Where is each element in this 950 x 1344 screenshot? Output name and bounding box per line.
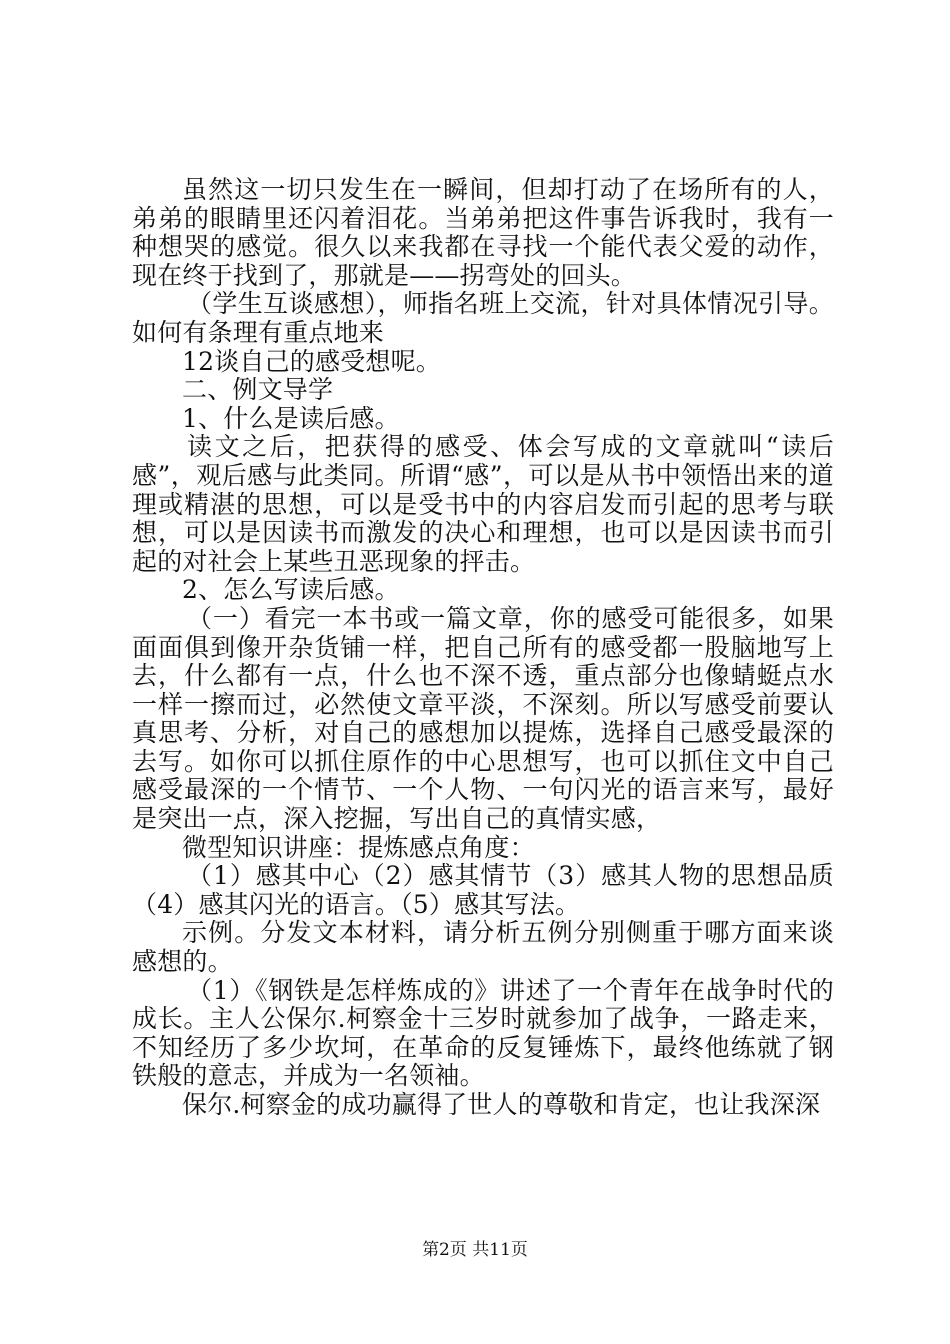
section-heading-example-guide: 二、例文导学 (182, 375, 334, 405)
paragraph-father-love: 虽然这一切只发生在一瞬间，但却打动了在场所有的人，弟弟的眼睛里还闪着泪花。当弟弟把这件事告诉我时，我有一种想哭的感觉。很久以来我都在寻找一个能代表父爱的动作，现在终于找到了，那就是——拐弯处的回头。 (132, 175, 834, 290)
subheading-how-to-write: 2、怎么写读后感。 (182, 575, 400, 605)
page-footer: 第2页 共11页 (422, 1240, 528, 1260)
paragraph-mini-lecture: 微型知识讲座：提炼感点角度： (182, 832, 535, 862)
document-body (132, 176, 834, 1120)
paragraph-reflection-definition: 读文之后，把获得的感受、体会写成的文章就叫“读后感”，观后感与此类同。所谓“感”，可以是从书中领悟出来的道理或精湛的思想，可以是受书中的内容启发而引起的思考与联想，可以是因读书而激发的决心和理想，也可以是因读书而引起的对社会上某些丑恶现象的抨击。 (132, 432, 834, 576)
paragraph-angle-list: （1）感其中心（2）感其情节（3）感其人物的思想品质（4）感其闪光的语言。（5）感其写法。 (132, 861, 834, 919)
paragraph-writing-method: （一）看完一本书或一篇文章，你的感受可能很多，如果面面俱到像开杂货铺一样，把自己所有的感受都一股脑地写上去，什么都有一点，什么也不深不透，重点部分也像蜻蜓点水一样一擦而过，必然使文章平淡，不深刻。所以写感受前要认真思考、分析，对自己的感想加以提炼，选择自己感受最深的去写。如你可以抓住原作的中心思想写，也可以抓住文中自己感受最深的一个情节、一个人物、一句闪光的语言来写，最好是突出一点，深入挖掘，写出自己的真情实感， (132, 603, 834, 834)
paragraph-pavel-success: 保尔.柯察金的成功赢得了世人的尊敬和肯定，也让我深深 (182, 1090, 821, 1119)
paragraph-student-discussion: （学生互谈感想），师指名班上交流，针对具体情况引导。如何有条理有重点地来 (132, 289, 834, 347)
paragraph-steel-example: （1）《钢铁是怎样炼成的》讲述了一个青年在战争时代的成长。主人公保尔.柯察金十三岁时就参加了战争，一路走来，不知经历了多少坎坷，在革命的反复锤炼下，最终他练就了钢铁般的意志，并成为一名领袖。 (132, 975, 834, 1091)
subheading-what-is-reflection: 1、什么是读后感。 (182, 403, 400, 433)
paragraph-example-intro: 示例。分发文本材料，请分析五例分别侧重于哪方面来谈感想的。 (132, 918, 834, 977)
paragraph-talk-feelings: 12谈自己的感受想呢。 (182, 346, 442, 376)
